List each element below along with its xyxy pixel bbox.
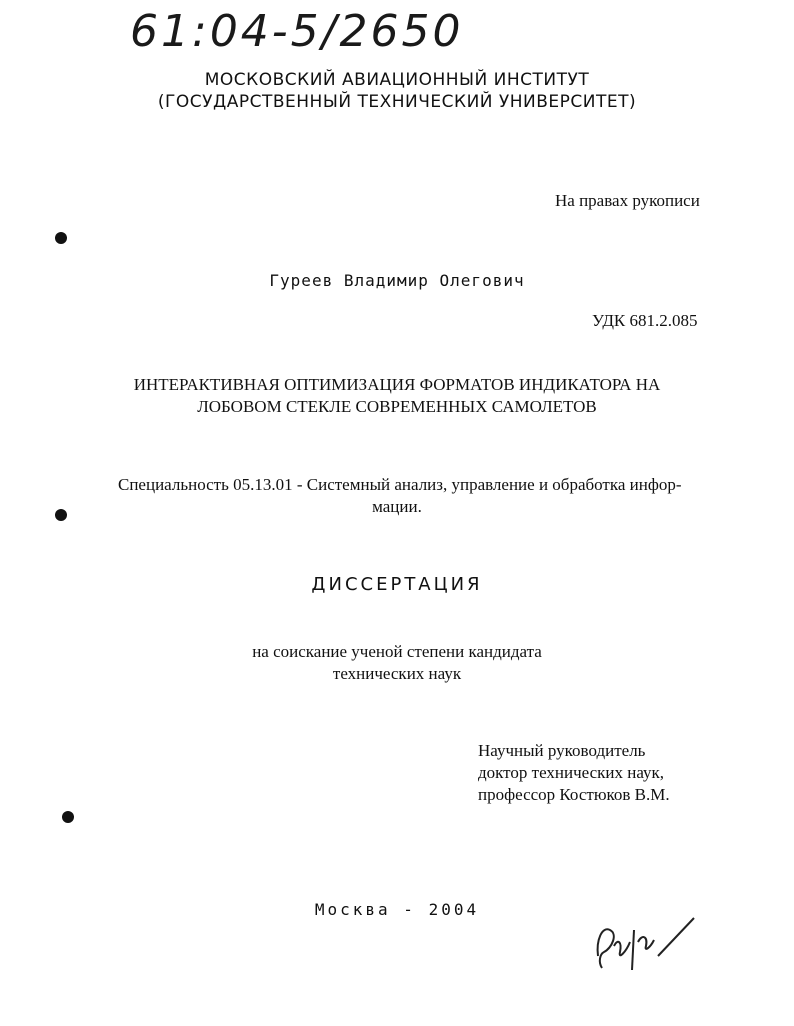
institution-name: МОСКОВСКИЙ АВИАЦИОННЫЙ ИНСТИТУТ — [204, 70, 590, 90]
udc-code: УДК 681.2.085 — [592, 311, 698, 330]
supervisor-label: Научный руководитель — [478, 741, 646, 760]
rights-note: На правах рукописи — [555, 191, 700, 210]
degree-line2: технических наук — [332, 664, 462, 683]
document-type: ДИССЕРТАЦИЯ — [311, 574, 483, 595]
degree-line1: на соискание ученой степени кандидата — [252, 642, 542, 661]
supervisor-degree: доктор технических наук, — [478, 763, 665, 782]
dissertation-title-line1: ИНТЕРАКТИВНАЯ ОПТИМИЗАЦИЯ ФОРМАТОВ ИНДИКАТОРА НА — [133, 375, 661, 394]
city-year: Москва - 2004 — [314, 900, 480, 919]
binder-hole-mark — [55, 232, 67, 244]
institution-subtitle: (ГОСУДАРСТВЕННЫЙ ТЕХНИЧЕСКИЙ УНИВЕРСИТЕТ) — [157, 92, 637, 112]
archive-code-handwritten: 61:04-5/2650 — [130, 6, 464, 57]
signature-mark — [588, 912, 700, 974]
author-name: Гуреев Владимир Олегович — [269, 271, 525, 290]
specialty-line1: Специальность 05.13.01 - Системный анализ, управление и обработка инфор- — [118, 475, 682, 494]
supervisor-name: профессор Костюков В.М. — [478, 785, 670, 804]
specialty-line2: мации. — [372, 497, 422, 516]
dissertation-title-line2: ЛОБОВОМ СТЕКЛЕ СОВРЕМЕННЫХ САМОЛЕТОВ — [197, 397, 597, 416]
binder-hole-mark — [62, 811, 74, 823]
